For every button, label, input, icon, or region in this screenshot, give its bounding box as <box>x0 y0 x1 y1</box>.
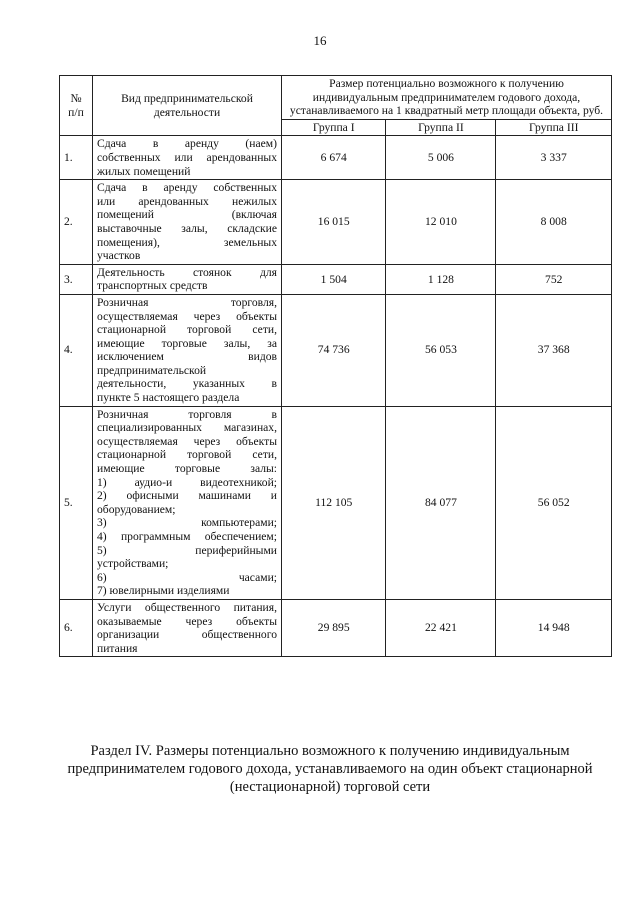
activity-kind-line: 6) часами; <box>97 570 277 584</box>
table-body <box>60 136 612 657</box>
activity-kind-line: 2) офисными машинами и <box>97 489 277 503</box>
activity-kind-line: оказываемые через объекты <box>97 614 277 628</box>
header-group-2: Группа II <box>386 119 496 136</box>
activity-kind-line: 4) программным обеспечением; <box>97 530 277 543</box>
activity-kind-line: имеющие торговые залы, за <box>97 336 277 350</box>
activity-kind-line: помещения), земельных <box>97 235 277 249</box>
activity-kind-line: пункте 5 настоящего раздела <box>97 391 240 405</box>
row-number: 5. <box>60 406 93 599</box>
activity-kind <box>93 406 282 599</box>
income-value-group-3: 56 052 <box>496 406 612 599</box>
income-value-group-3: 752 <box>496 264 612 294</box>
activity-kind-line: 3) компьютерами; <box>97 516 277 530</box>
activity-kind-line: деятельности, указанных в <box>97 377 277 391</box>
activity-kind-line: собственных или арендованных <box>97 150 277 164</box>
activity-kind-line: предпринимательской <box>97 363 207 377</box>
activity-kind <box>93 136 282 180</box>
income-value-group-2: 22 421 <box>386 599 496 656</box>
income-value-group-3: 3 337 <box>496 136 612 180</box>
table-row <box>60 294 612 406</box>
activity-kind-line: устройствами; <box>97 557 169 571</box>
income-value-group-2: 12 010 <box>386 180 496 265</box>
header-kind: Вид предпринимательской деятельности <box>93 76 282 136</box>
income-value-group-1: 16 015 <box>282 180 386 265</box>
income-value-group-2: 56 053 <box>386 294 496 406</box>
activity-kind-line: осуществляемая через объекты <box>97 434 277 448</box>
activity-kind-line: Сдача в аренду собственных <box>97 181 277 195</box>
income-value-group-2: 84 077 <box>386 406 496 599</box>
table-row <box>60 264 612 294</box>
activity-kind <box>93 599 282 656</box>
activity-kind-line: оборудованием; <box>97 502 176 516</box>
activity-kind <box>93 180 282 265</box>
row-number: 6. <box>60 599 93 656</box>
income-value-group-1: 29 895 <box>282 599 386 656</box>
header-size: Размер потенциально возможного к получению индивидуальным предпринимателем годового дохода, устанавливаемого на 1 квадратный метр площади объекта, руб. <box>282 76 612 120</box>
income-value-group-3: 14 948 <box>496 599 612 656</box>
activity-kind-line: жилых помещений <box>97 164 191 178</box>
activity-kind-line: Сдача в аренду (наем) <box>97 137 277 151</box>
activity-kind-line: участков <box>97 249 141 263</box>
activity-kind-line: выставочные залы, складские <box>97 221 277 235</box>
section-title: Раздел IV. Размеры потенциально возможного к получению индивидуальным предпринимателем годового дохода, устанавливаемого на один объект стационарной (нестационарной) торговой сети <box>67 743 593 795</box>
activity-kind-line: Услуги общественного питания, <box>97 600 277 614</box>
table-header-row <box>60 76 612 120</box>
header-group-1: Группа I <box>282 119 386 136</box>
income-value-group-1: 6 674 <box>282 136 386 180</box>
activity-kind-line: 5) периферийными <box>97 543 277 557</box>
activity-kind-line: Розничная торговля в <box>97 407 277 421</box>
table-row <box>60 406 612 599</box>
activity-kind-line: стационарной торговой сети, <box>97 323 277 337</box>
activity-kind-line: транспортных средств <box>97 279 208 293</box>
table-row <box>60 599 612 656</box>
activity-kind-line: специализированных магазинах, <box>97 421 277 435</box>
activity-kind-line: стационарной торговой сети, <box>97 448 277 462</box>
row-number: 3. <box>60 264 93 294</box>
header-num: № п/п <box>60 76 93 136</box>
activity-kind-line: Деятельность стоянок для <box>97 265 277 279</box>
row-number: 1. <box>60 136 93 180</box>
row-number: 2. <box>60 180 93 265</box>
income-value-group-3: 8 008 <box>496 180 612 265</box>
income-value-group-1: 112 105 <box>282 406 386 599</box>
activity-kind-line: имеющие торговые залы: <box>97 462 277 476</box>
activity-kind-line: Розничная торговля, <box>97 295 277 309</box>
activity-kind <box>93 294 282 406</box>
activity-kind-line: помещений (включая <box>97 208 277 222</box>
header-group-3: Группа III <box>496 119 612 136</box>
income-value-group-2: 1 128 <box>386 264 496 294</box>
income-table <box>59 75 612 657</box>
income-value-group-2: 5 006 <box>386 136 496 180</box>
activity-kind-line: 7) ювелирными изделиями <box>97 584 230 598</box>
income-value-group-1: 74 736 <box>282 294 386 406</box>
income-value-group-1: 1 504 <box>282 264 386 294</box>
activity-kind-line: 1) аудио-и видеотехникой; <box>97 475 277 489</box>
activity-kind-line: или арендованных нежилых <box>97 194 277 208</box>
table-row <box>60 136 612 180</box>
page-number: 16 <box>313 33 327 48</box>
activity-kind-line: питания <box>97 641 138 655</box>
income-value-group-3: 37 368 <box>496 294 612 406</box>
activity-kind-line: организации общественного <box>97 628 277 642</box>
row-number: 4. <box>60 294 93 406</box>
activity-kind-line: осуществляемая через объекты <box>97 309 277 323</box>
activity-kind-line: исключением видов <box>97 350 277 364</box>
activity-kind <box>93 264 282 294</box>
table-row <box>60 180 612 265</box>
